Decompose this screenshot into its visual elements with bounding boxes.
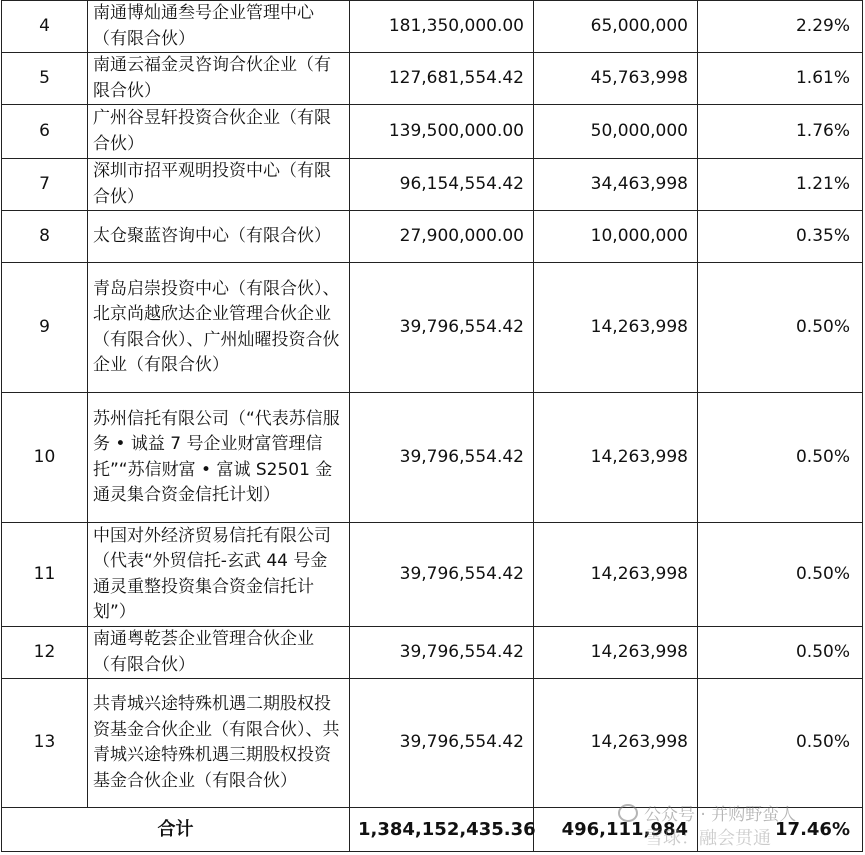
table-row [2,263,863,393]
share-count: 14,263,998 [534,393,698,523]
share-ratio: 1.21% [698,159,863,211]
table-row [2,1,863,53]
row-number: 13 [2,679,88,808]
total-amount: 1,384,152,435.36 [350,808,534,852]
investor-name: 南通云福金灵咨询合伙企业（有限合伙） [88,53,350,105]
investor-name: 共青城兴途特殊机遇二期股权投资基金合伙企业（有限合伙）、共青城兴途特殊机遇三期股权投资基金合伙企业（有限合伙） [88,679,350,808]
investor-name: 苏州信托有限公司（“代表苏信服务 • 诚益 7 号企业财富管理信托”“苏信财富 • 富诚 S2501 金通灵集合资金信托计划） [88,393,350,523]
watermark-xueqiu: 雪球：融会贯通 [645,828,771,849]
investor-name: 中国对外经济贸易信托有限公司（代表“外贸信托-玄武 44 号金通灵重整投资集合资金信托计划”） [88,523,350,627]
row-number: 9 [2,263,88,393]
subscription-amount: 139,500,000.00 [350,105,534,159]
share-count: 14,263,998 [534,627,698,679]
investor-name: 深圳市招平观明投资中心（有限合伙） [88,159,350,211]
share-ratio: 0.50% [698,393,863,523]
watermark-text: 公众号 · 并购野蛮人 [644,805,797,825]
subscription-amount: 27,900,000.00 [350,211,534,263]
share-ratio: 2.29% [698,1,863,53]
table-row [2,53,863,105]
subscription-amount: 181,350,000.00 [350,1,534,53]
share-ratio: 1.61% [698,53,863,105]
share-count: 45,763,998 [534,53,698,105]
share-ratio: 0.50% [698,263,863,393]
total-label: 合计 [2,808,350,852]
row-number: 4 [2,1,88,53]
table-row [2,105,863,159]
table-row [2,679,863,808]
share-count: 14,263,998 [534,679,698,808]
share-count: 65,000,000 [534,1,698,53]
share-ratio: 0.50% [698,679,863,808]
total-shares: 496,111,984 [534,808,698,852]
investor-name: 南通博灿通叁号企业管理中心（有限合伙） [88,1,350,53]
investor-table [1,0,863,852]
table-row [2,627,863,679]
total-ratio: 17.46% [698,808,863,852]
share-ratio: 1.76% [698,105,863,159]
row-number: 11 [2,523,88,627]
share-count: 14,263,998 [534,523,698,627]
share-count: 14,263,998 [534,263,698,393]
subscription-amount: 39,796,554.42 [350,393,534,523]
row-number: 10 [2,393,88,523]
row-number: 12 [2,627,88,679]
row-number: 8 [2,211,88,263]
total-row [2,808,863,852]
subscription-amount: 39,796,554.42 [350,679,534,808]
subscription-amount: 96,154,554.42 [350,159,534,211]
table-row [2,393,863,523]
investor-name: 广州谷昱轩投资合伙企业（有限合伙） [88,105,350,159]
subscription-amount: 39,796,554.42 [350,627,534,679]
row-number: 6 [2,105,88,159]
row-number: 7 [2,159,88,211]
share-ratio: 0.35% [698,211,863,263]
investor-name: 青岛启崇投资中心（有限合伙）、北京尚越欣达企业管理合伙企业（有限合伙）、广州灿曜投资合伙企业（有限合伙） [88,263,350,393]
share-ratio: 0.50% [698,523,863,627]
table-row [2,159,863,211]
row-number: 5 [2,53,88,105]
table-row [2,211,863,263]
subscription-amount: 39,796,554.42 [350,523,534,627]
investor-name: 南通粤乾荟企业管理合伙企业（有限合伙） [88,627,350,679]
subscription-amount: 39,796,554.42 [350,263,534,393]
share-count: 50,000,000 [534,105,698,159]
table-row [2,523,863,627]
share-ratio: 0.50% [698,627,863,679]
investor-name: 太仓聚蓝咨询中心（有限合伙） [88,211,350,263]
subscription-amount: 127,681,554.42 [350,53,534,105]
share-count: 10,000,000 [534,211,698,263]
share-count: 34,463,998 [534,159,698,211]
